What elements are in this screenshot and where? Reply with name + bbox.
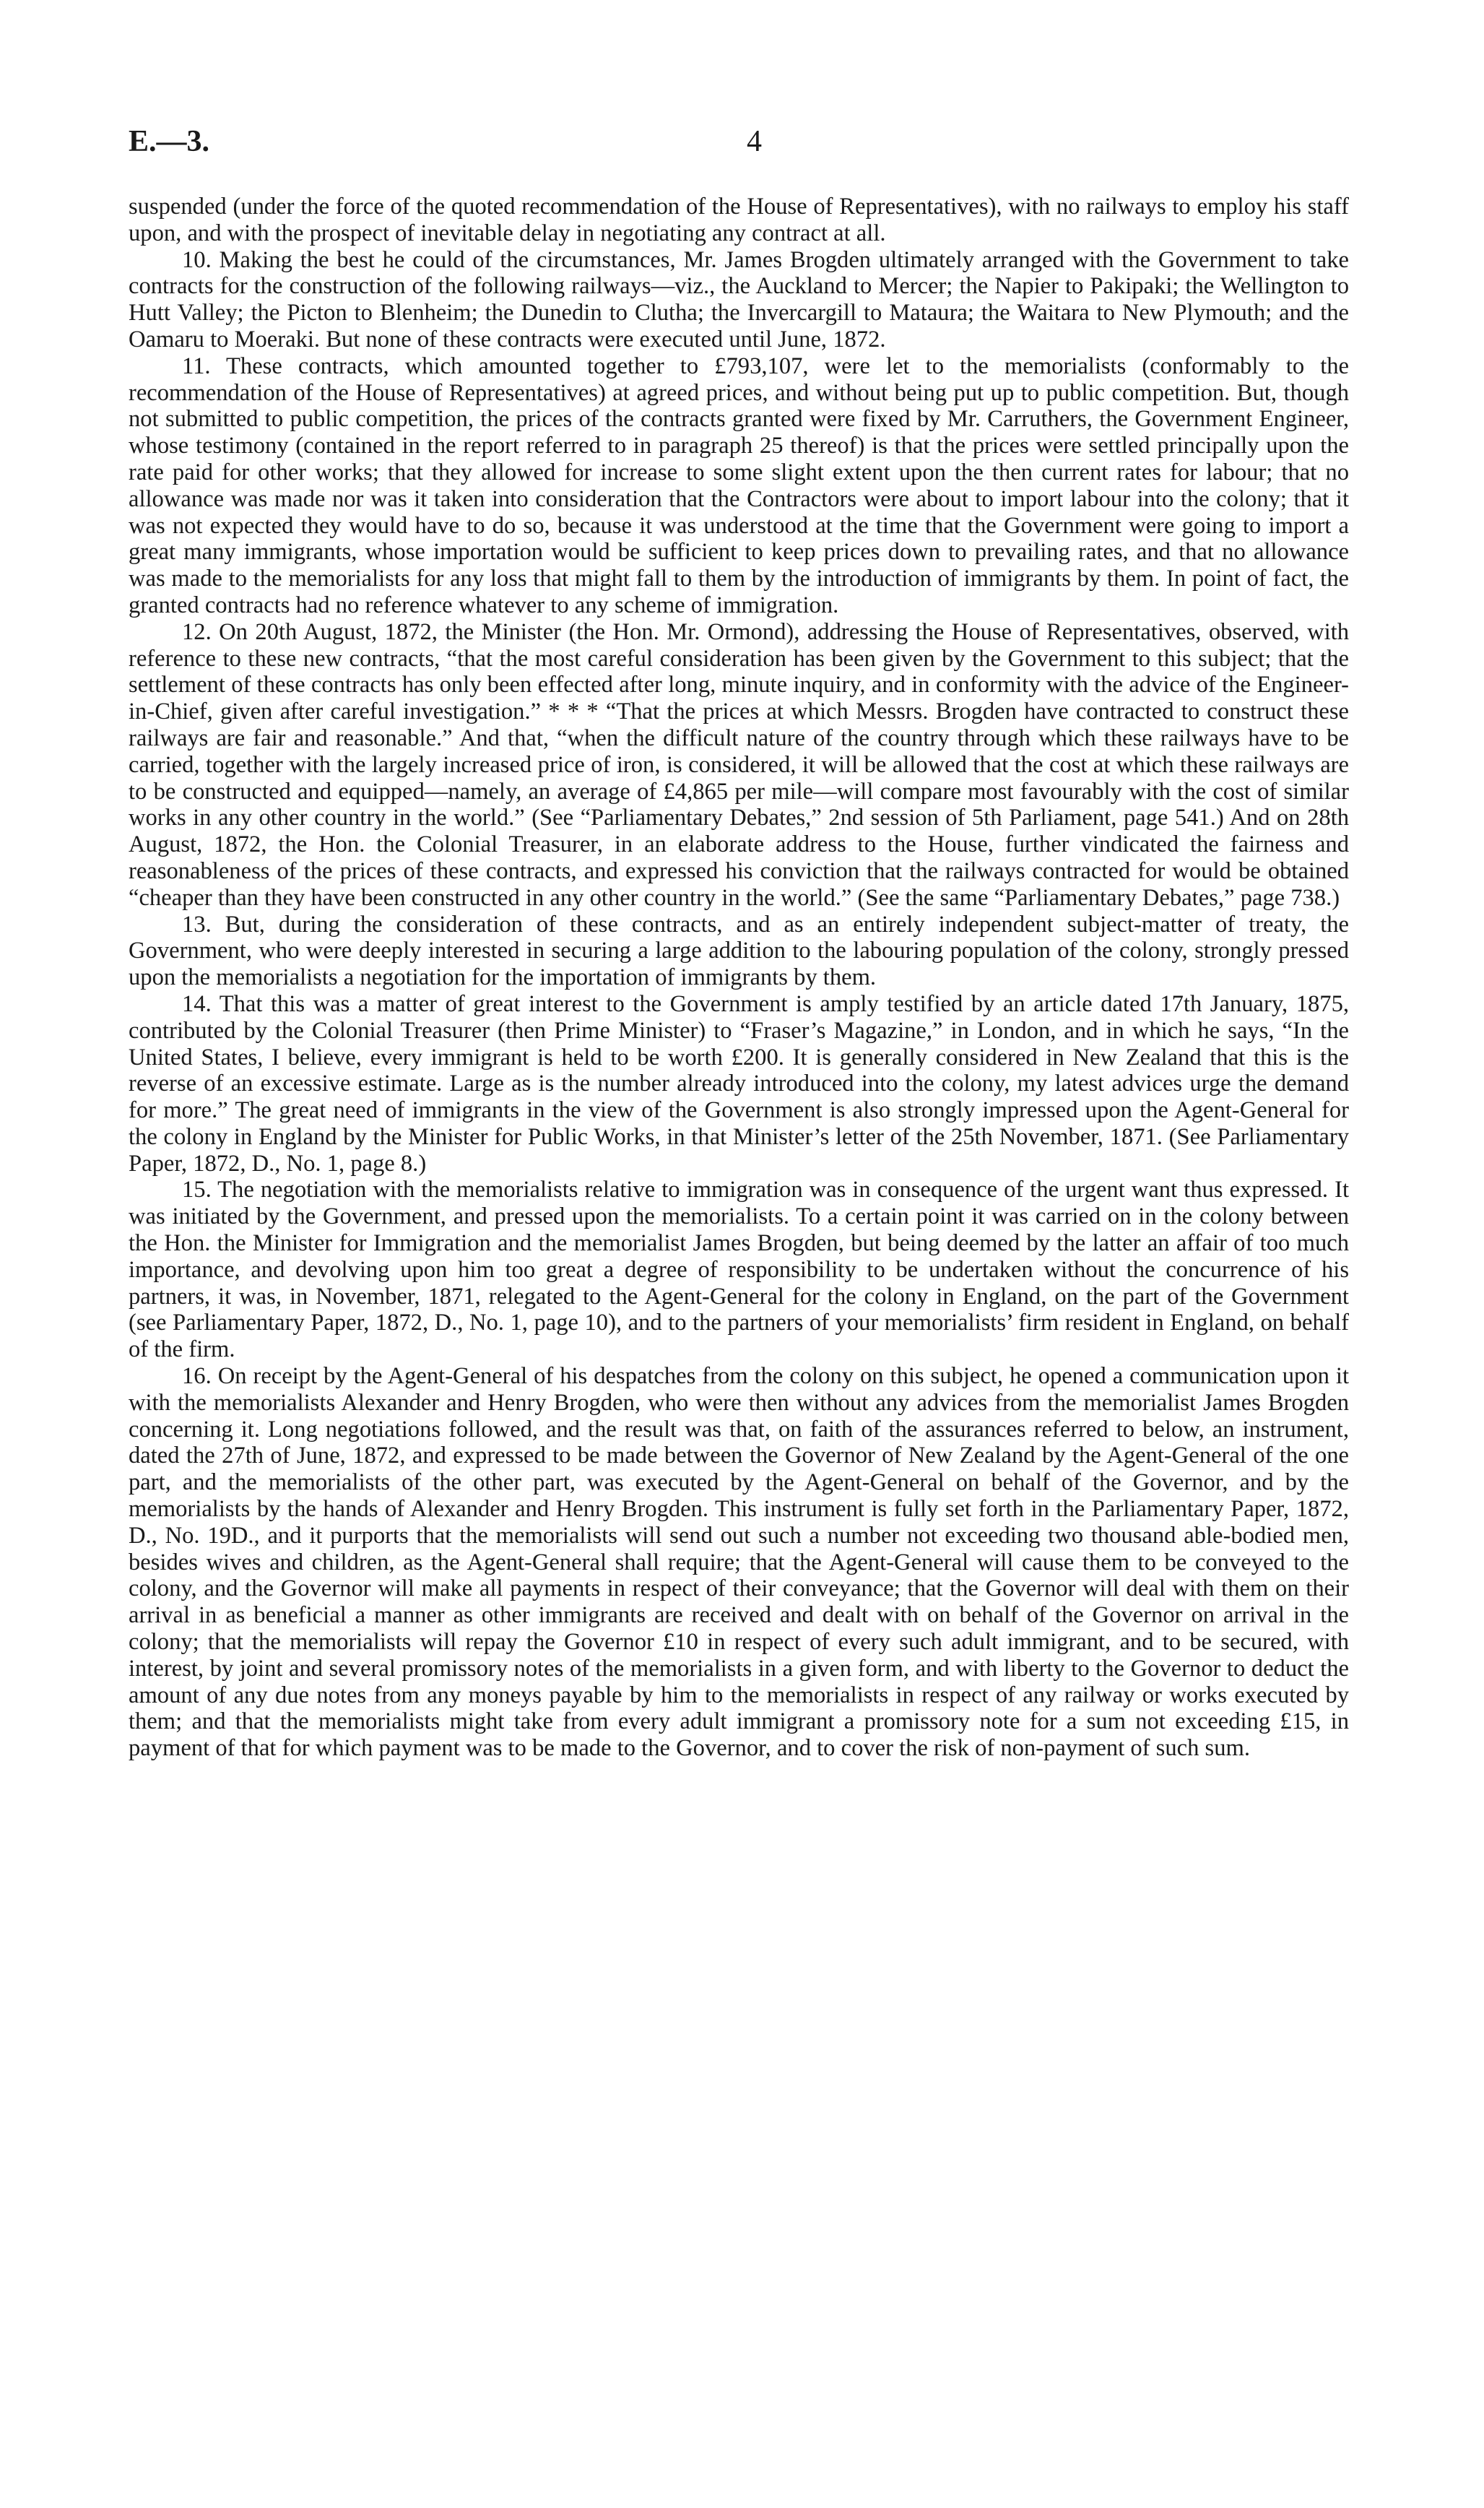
paragraph-14: 14. That this was a matter of great interest to the Government is amply testified by an article dated 17th January, 1875, contributed by the Colonial Treasurer (then Prime Minister) to “Fraser’s Magazine,” in London, and in which he says, “In the United States, I believe, every immigrant is held to be worth £200. It is generally considered in New Zealand that this is the reverse of an excessive estimate. Large as is the number already introduced into the colony, my latest advices urge the demand for more.” The great need of immigrants in the view of the Government is also strongly impressed upon the Agent-General for the colony in England by the Minister for Public Works, in that Minister’s letter of the 25th November, 1871. (See Parliamentary Paper, 1872, D., No. 1, page 8.) <box>129 990 1349 1177</box>
document-reference: E.—3. <box>129 125 210 158</box>
paragraph-12: 12. On 20th August, 1872, the Minister (the Hon. Mr. Ormond), addressing the House of Representatives, observed, with reference to these new contracts, “that the most careful consideration has been given by the Government to this subject; that the settlement of these contracts has only been effected after long, minute inquiry, and in conformity with the advice of the Engineer-in-Chief, given after careful investigation.” * * * “That the prices at which Messrs. Brogden have contracted to construct these railways are fair and reasonable.” And that, “when the difficult nature of the country through which these railways have to be carried, together with the largely increased price of iron, is considered, it will be allowed that the cost at which these railways are to be constructed and equipped—namely, an average of £4,865 per mile—will compare most favourably with the cost of similar works in any other country in the world.” (See “Parliamentary Debates,” 2nd session of 5th Parliament, page 541.) And on 28th August, 1872, the Hon. the Colonial Treasurer, in an elaborate address to the House, further vindicated the fairness and reasonableness of the prices of these contracts, and expressed his conviction that the railways contracted for would be obtained “cheaper than they have been constructed in any other country in the world.” (See the same “Parliamentary Debates,” page 738.) <box>129 618 1349 911</box>
paragraph-10: 10. Making the best he could of the circumstances, Mr. James Brogden ultimately arranged with the Government to take contracts for the construction of the following railways—viz., the Auckland to Mercer; the Napier to Pakipaki; the Wellington to Hutt Valley; the Picton to Blenheim; the Dunedin to Clutha; the Invercargill to Mataura; the Waitara to New Plymouth; and the Oamaru to Moeraki. But none of these contracts were executed until June, 1872. <box>129 246 1349 353</box>
paragraph-11: 11. These contracts, which amounted together to £793,107, were let to the memorialists (conformably to the recommendation of the House of Representatives) at agreed prices, and without being put up to public competition. But, though not submitted to public competition, the prices of the contracts granted were fixed by Mr. Carruthers, the Government Engineer, whose testimony (contained in the report referred to in paragraph 25 thereof) is that the prices were settled principally upon the rate paid for other works; that they allowed for increase to some slight extent upon the then current rates for labour; that no allowance was made nor was it taken into consideration that the Contractors were about to import labour into the colony; that it was not expected they would have to do so, because it was understood at the time that the Government were going to import a great many immigrants, whose importation would be sufficient to keep prices down to prevailing rates, and that no allowance was made to the memorialists for any loss that might fall to them by the introduction of immigrants by them. In point of fact, the granted contracts had no reference whatever to any scheme of immigration. <box>129 353 1349 618</box>
page-number: 4 <box>747 125 762 158</box>
page-header <box>129 124 1349 168</box>
paragraph-15: 15. The negotiation with the memorialists relative to immigration was in consequence of the urgent want thus expressed. It was initiated by the Government, and pressed upon the memorialists. To a certain point it was carried on in the colony between the Hon. the Minister for Immigration and the memorialist James Brogden, but being deemed by the latter an affair of too much importance, and devolving upon him too great a degree of responsibility to be undertaken without the concurrence of his partners, it was, in November, 1871, relegated to the Agent-General for the colony in England, on the part of the Government (see Parliamentary Paper, 1872, D., No. 1, page 10), and to the partners of your memorialists’ firm resident in England, on behalf of the firm. <box>129 1177 1349 1363</box>
body-text <box>129 194 1349 1762</box>
paragraph-16: 16. On receipt by the Agent-General of his despatches from the colony on this subject, he opened a communication upon it with the memorialists Alexander and Henry Brogden, who were then without any advices from the memorialist James Brogden concerning it. Long negotiations followed, and the result was that, on faith of the assurances referred to below, an instrument, dated the 27th of June, 1872, and expressed to be made between the Governor of New Zealand by the Agent-General of the one part, and the memorialists of the other part, was executed by the Agent-General on behalf of the Governor, and by the memorialists by the hands of Alexander and Henry Brogden. This instrument is fully set forth in the Parliamentary Paper, 1872, D., No. 19D., and it purports that the memorialists will send out such a number not exceeding two thousand able-bodied men, besides wives and children, as the Agent-General shall require; that the Agent-General will cause them to be conveyed to the colony, and the Governor will make all payments in respect of their conveyance; that the Governor will deal with them on their arrival in as beneficial a manner as other immigrants are received and dealt with on behalf of the Governor on arrival in the colony; that the memorialists will repay the Governor £10 in respect of every such adult immigrant, and to be secured, with interest, by joint and several promissory notes of the memorialists in a given form, and with liberty to the Governor to deduct the amount of any due notes from any moneys payable by him to the memorialists in respect of any railway or works executed by them; and that the memorialists might take from every adult immigrant a promissory note for a sum not exceeding £15, in payment of that for which payment was to be made to the Governor, and to cover the risk of non-payment of such sum. <box>129 1363 1349 1762</box>
paragraph-13: 13. But, during the consideration of these contracts, and as an entirely independent subject-matter of treaty, the Government, who were deeply interested in securing a large addition to the labouring population of the colony, strongly pressed upon the memorialists a negotiation for the importation of immigrants by them. <box>129 911 1349 991</box>
paragraph-continuation: suspended (under the force of the quoted recommendation of the House of Representatives), with no railways to employ his staff upon, and with the prospect of inevitable delay in negotiating any contract at all. <box>129 194 1349 246</box>
